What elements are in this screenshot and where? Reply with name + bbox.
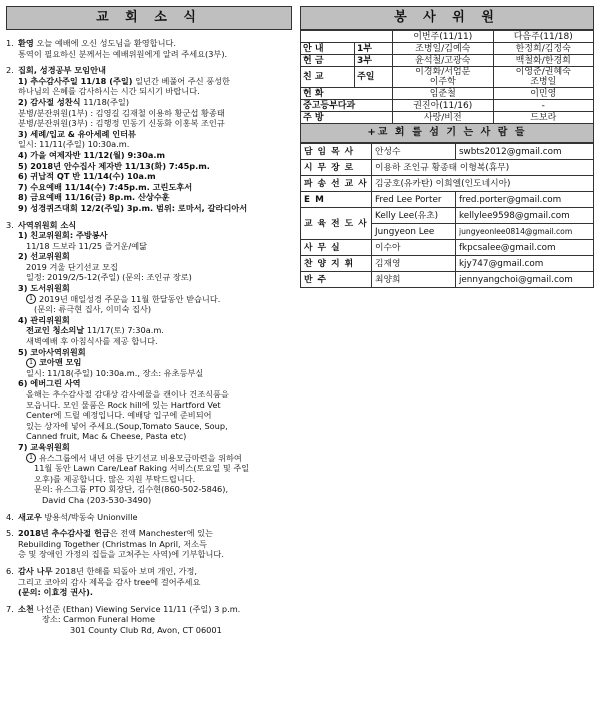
duty-row (301, 43, 594, 55)
item-text: 그리고 코아의 감사 제목을 감사 tree에 걸어주세요 (18, 576, 201, 587)
duty-next-week: 백철화/한경희 (493, 55, 594, 67)
item-text: 301 County Club Rd, Avon, CT 06001 (70, 624, 222, 635)
item-number: 4. (6, 511, 14, 522)
item-text: 장소: Carmon Funeral Home (42, 614, 156, 625)
duty-header-row (301, 31, 594, 43)
duty-next-week: - (493, 100, 594, 112)
item-text: Rebuilding Together (Christmas In April, 저소득 (18, 538, 207, 549)
people-contact: fred.porter@gmail.com (455, 192, 593, 208)
duty-role: 주 방 (301, 112, 393, 124)
duty-role: 헌 금 (301, 55, 355, 67)
people-name: Fred Lee Porter (372, 192, 456, 208)
sub-title: 2) 감사절 성찬식 (18, 96, 81, 107)
church-news-header: 교 회 소 식 (6, 6, 292, 30)
duty-line: 이영준/권혜숙 (515, 67, 571, 77)
sub-text: 모읍니다. 모인 물품은 Rock hill에 있는 Hartford Vet (26, 399, 221, 410)
people-contact: jennyangchoi@gmail.com (455, 272, 593, 288)
people-role: 담 임 목 사 (301, 144, 372, 160)
item-text: 층 및 장애인 가정의 집들을 고쳐주는 사역)에 기부합니다. (18, 549, 224, 560)
people-name: 이용하 조인규 황종태 이형복(휴무) (372, 160, 594, 176)
duty-next-week: 이민영 (493, 88, 594, 100)
service-committee-header: 봉 사 위 원 (300, 6, 594, 30)
sub-title: 7) 교육위원회 (18, 441, 70, 452)
news-item-meetings (6, 65, 292, 213)
sub-title: 1) 추수감사주일 11/18 (주일) (18, 75, 133, 86)
sub-text: 올해는 추수감사절 감대상 감사예물을 캔이나 건조식품을 (26, 389, 229, 399)
people-row (301, 240, 594, 256)
sub-title: 9) 성경퀴즈대회 12/2(주일) 3p.m. 범위: 로마서, 갈라디아서 (18, 202, 248, 213)
duty-service: 1부 (355, 43, 393, 55)
sub-text: 분병/분잔위원(1부) : 김영길 김재철 이용하 황군섭 황종태 (18, 107, 225, 118)
duty-role: 중고등부다과 (301, 100, 393, 112)
people-contact: swbts2012@gmail.com (455, 144, 593, 160)
sub-title: 4) 가을 여제자반 11/12(월) 9:30a.m (18, 149, 165, 160)
news-item-welcome (6, 38, 292, 59)
people-row (301, 272, 594, 288)
sub-title: 5) 2018년 안수집사 제자반 11/13(화) 7:45p.m. (18, 160, 210, 171)
duty-this-week: 권진아(11/16) (393, 100, 494, 112)
item-text: (문의: 이효정 권사). (18, 587, 93, 598)
people-row (301, 176, 594, 192)
duty-this-week: 사랑/비전 (393, 112, 494, 124)
this-week-header: 이번주(11/11) (393, 31, 494, 43)
item-title: 새교우 (18, 511, 42, 522)
people-role: 찬 양 지 휘 (301, 256, 372, 272)
duty-line: 조병일 (530, 77, 557, 87)
item-title: 환영 (18, 38, 34, 48)
people-role: 시 무 장 로 (301, 160, 372, 176)
sub-title: 7) 수요예배 11/14(수) 7:45p.m. 고린도후서 (18, 181, 193, 192)
people-name: 이수아 (372, 240, 456, 256)
sub-text: 유스그룹에서 내년 여름 단기선교 비용모금마련을 위하여 (39, 452, 242, 463)
duty-next-week: 한정희/김정숙 (493, 43, 594, 55)
item-number: 3. (6, 219, 14, 230)
item-text: 방용석/박동숙 Unionville (41, 511, 138, 522)
church-news-column (6, 6, 292, 641)
people-contact: fkpcsalee@gmail.com (455, 240, 593, 256)
circled-number-icon: 1 (26, 358, 36, 368)
duty-next-week: 드보라 (493, 112, 594, 124)
people-contact: jungyeonlee0814@gmail.com (455, 224, 593, 240)
sub-text: 일시: 11/11(주일) 10:30a.m. (18, 139, 130, 150)
duty-row (301, 88, 594, 100)
duty-row (301, 67, 594, 88)
duty-this-week (393, 67, 494, 88)
people-row (301, 160, 594, 176)
sub-title: 코아맨 모임 (39, 357, 82, 368)
duty-next-week (493, 67, 594, 88)
sub-text: 있는 상자에 넣어 주세요.(Soup,Tomato Sauce, Soup, (26, 420, 228, 431)
people-role: 반 주 (301, 272, 372, 288)
sub-title: 6) 귀납적 QT 반 11/14(수) 10a.m (18, 171, 156, 182)
circled-number-icon: 1 (26, 294, 36, 304)
item-title: 집회, 성경공부 모임안내 (18, 65, 106, 76)
item-number: 5. (6, 528, 14, 539)
sub-text: (문의: 류극현 집사, 이미숙 집사) (34, 304, 152, 315)
item-text: 은 전액 Manchester에 있는 (109, 528, 213, 539)
sub-text: 새벽예배 후 아침식사를 제공 합니다. (26, 336, 158, 347)
people-name: 김재영 (372, 256, 456, 272)
sub-text: 문의: 유스그룹 PTO 회장단, 김수현(860-502-5846), (34, 484, 229, 495)
people-contact: kjy747@gmail.com (455, 256, 593, 272)
people-row (301, 144, 594, 160)
sub-title: 전교인 청소의날 (26, 325, 85, 336)
people-name: 김궁호(유카탄) 이희엘(인도네시아) (372, 176, 594, 192)
item-title: 소천 (18, 603, 34, 614)
sub-text: Center에 드릴 예정입니다. 예배당 입구에 준비되어 (26, 410, 212, 421)
sub-title: 6) 에버그린 사역 (18, 378, 81, 389)
item-text: 오늘 예배에 오신 성도님을 환영합니다. (33, 38, 176, 48)
sub-text: 2019년 매일성경 주문을 11월 한달동안 받습니다. (39, 293, 221, 304)
item-text: 나선준 (Ethan) Viewing Service 11/11 (주일) 3 p.m. (33, 603, 241, 614)
people-name: Kelly Lee(유초) (372, 208, 456, 224)
duty-row (301, 100, 594, 112)
duty-this-week: 조병일/김예숙 (393, 43, 494, 55)
sub-text: Canned fruit, Mac & Cheese, Pasta etc) (26, 431, 187, 442)
sub-title: 1) 친교위원회: 주방봉사 (18, 230, 108, 241)
sub-text: 분병/분잔위원(3부) : 김행정 민동기 신동화 이홍복 조인규 (18, 118, 225, 129)
people-contact: kellylee9598@gmail.com (455, 208, 593, 224)
duty-table (300, 30, 594, 124)
sub-text: 일정: 2019/2/5-12(주일) (문의: 조인규 장로) (26, 272, 192, 283)
duty-role: 안 내 (301, 43, 355, 55)
people-name: 최양희 (372, 272, 456, 288)
sub-title: 5) 코아사역위원회 (18, 346, 86, 357)
people-row (301, 208, 594, 224)
people-name: 안성수 (372, 144, 456, 160)
sub-text: 일년간 베풀어 주신 풍성한 (132, 75, 230, 86)
sub-text: 오후)를 제공합니다. 많은 지원 부탁드립니다. (34, 473, 196, 484)
item-number: 7. (6, 603, 14, 614)
people-row (301, 192, 594, 208)
sub-title: 8) 금요예배 11/16(금) 8p.m. 산상수훈 (18, 192, 170, 203)
item-text: 통역이 필요하신 분께서는 예배위원에게 알려 주세요(3부). (18, 48, 228, 59)
sub-text: 일시: 11/18(주일) 10:30a.m., 장소: 유초등부실 (26, 367, 204, 378)
sub-title: 2) 선교위원회 (18, 251, 70, 262)
duty-this-week: 윤석철/고광숙 (393, 55, 494, 67)
duty-line: 이주학 (429, 77, 456, 87)
sub-text: 11월 동안 Lawn Care/Leaf Raking 서비스(토요일 및 주일 (34, 463, 250, 474)
next-week-header: 다음주(11/18) (493, 31, 594, 43)
news-item-ministry (6, 220, 292, 506)
people-name: Jungyeon Lee (372, 224, 456, 240)
duty-role: 친 교 (301, 67, 355, 88)
sub-text: 11/17(토) 7:30a.m. (84, 325, 164, 336)
service-committee-column (300, 6, 594, 288)
people-role: 사 무 실 (301, 240, 372, 256)
item-text: 2018년 한해를 되돌아 보며 개인, 가정, (52, 565, 197, 576)
news-item-thanks-tree (6, 566, 292, 598)
sub-text: David Cha (203-530-3490) (42, 494, 152, 505)
people-table (300, 143, 594, 288)
church-news-content (6, 38, 292, 635)
duty-service: 주일 (355, 67, 393, 88)
people-role: E M (301, 192, 372, 208)
news-item-thanksgiving-offering (6, 528, 292, 560)
sub-title: 3) 도서위원회 (18, 283, 70, 294)
people-row (301, 256, 594, 272)
sub-text: 하나님의 은혜를 감사하시는 시간 되시기 바랍니다. (18, 86, 200, 97)
duty-line: 이경화/서엄분 (415, 67, 471, 77)
duty-role: 헌 화 (301, 88, 393, 100)
duty-service: 3부 (355, 55, 393, 67)
item-number: 2. (6, 65, 14, 76)
item-number: 1. (6, 38, 14, 48)
item-title: 2018년 추수감사절 헌금 (18, 528, 110, 539)
duty-this-week: 임준철 (393, 88, 494, 100)
duty-row (301, 112, 594, 124)
people-role: 교 육 전 도 사 (301, 208, 372, 240)
item-number: 6. (6, 565, 14, 576)
sub-text: 11/18(주일) (80, 96, 130, 107)
people-role: 파 송 선 교 사 (301, 176, 372, 192)
sub-title: 4) 관리위원회 (18, 314, 70, 325)
circled-number-icon: 1 (26, 453, 36, 463)
item-title: 감사 나무 (18, 565, 53, 576)
duty-row (301, 55, 594, 67)
sub-title: 3) 세례/입교 & 유아세례 인터뷰 (18, 128, 136, 139)
news-item-passing (6, 604, 292, 636)
people-header: +교 회 를 섬 기 는 사 람 들 (300, 124, 594, 143)
sub-text: 2019 겨울 단기선교 모집 (26, 261, 118, 272)
news-item-new-members (6, 512, 292, 523)
item-title: 사역위원회 소식 (18, 219, 77, 230)
sub-text: 11/18 드보라 11/25 즐거운/예닮 (26, 240, 148, 251)
